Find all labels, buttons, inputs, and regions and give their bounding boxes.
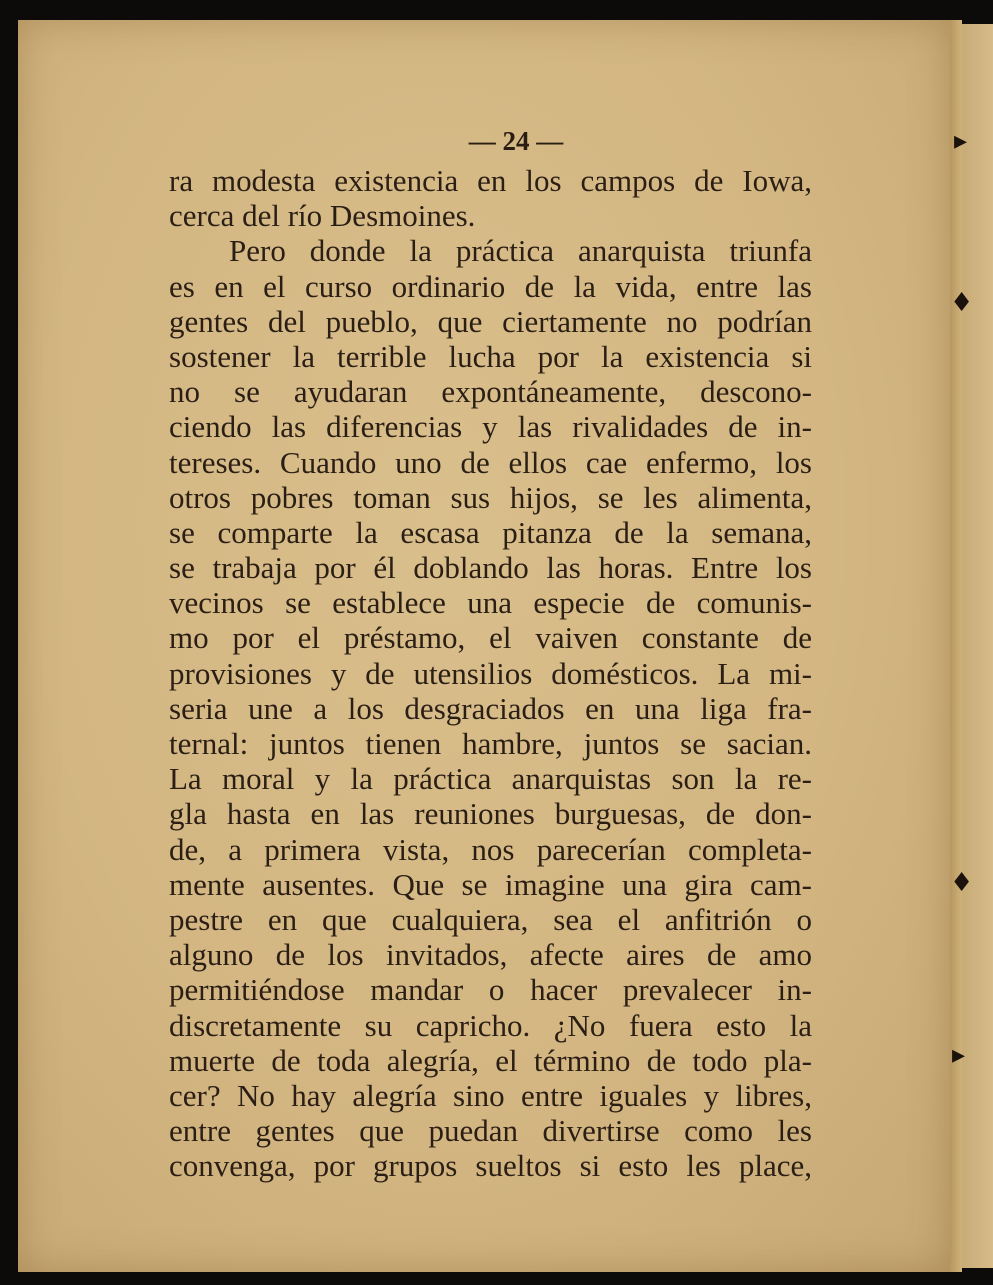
text-line: ternal: juntos tienen hambre, juntos se sacian. <box>169 726 812 761</box>
text-line: vecinos se establece una especie de comunis- <box>169 585 812 621</box>
text-line: discretamente su capricho. ¿No fuera esto la <box>169 1007 812 1043</box>
margin-mark: ▸ <box>954 126 968 156</box>
text-line: mente ausentes. Que se imagine una gira cam- <box>169 866 812 902</box>
text-line: es en el curso ordinario de la vida, entre las <box>169 268 812 304</box>
text-line: otros pobres toman sus hijos, se les alimenta, <box>169 479 812 515</box>
text-line: provisiones y de utensilios domésticos. La mi- <box>169 655 812 691</box>
text-line: permitiéndose mandar o hacer prevalecer in- <box>169 972 812 1008</box>
text-line: de, a primera vista, nos parecerían completa- <box>169 831 812 867</box>
text-line: cer? No hay alegría sino entre iguales y libres, <box>169 1077 812 1113</box>
text-line: Pero donde la práctica anarquista triunfa <box>229 233 812 269</box>
margin-mark: ♦ <box>950 868 974 898</box>
text-line: pestre en que cualquiera, sea el anfitrión o <box>169 901 812 937</box>
text-line: tereses. Cuando uno de ellos cae enfermo, los <box>169 444 812 480</box>
page-number: — 24 — <box>468 126 564 156</box>
text-line: se comparte la escasa pitanza de la semana, <box>169 514 812 550</box>
text-line: convenga, por grupos sueltos si esto les place, <box>169 1148 812 1184</box>
text-line: sostener la terrible lucha por la existencia si <box>169 338 812 374</box>
page-edge <box>950 20 962 1272</box>
text-line: alguno de los invitados, afecte aires de amo <box>169 937 812 973</box>
body-text <box>169 163 812 1183</box>
text-line: ra modesta existencia en los campos de Iowa, <box>169 163 812 198</box>
text-line: La moral y la práctica anarquistas son la re- <box>169 761 812 797</box>
text-line: se trabaja por él doblando las horas. Entre los <box>169 550 812 586</box>
text-line: mo por el préstamo, el vaiven constante de <box>169 620 812 656</box>
text-line: ciendo las diferencias y las rivalidades de in- <box>169 409 812 445</box>
margin-mark: ♦ <box>950 288 974 318</box>
text-line: cerca del río Desmoines. <box>169 198 476 234</box>
text-line: gla hasta en las reuniones burguesas, de don- <box>169 796 812 832</box>
margin-mark: ▸ <box>952 1040 966 1070</box>
text-line: gentes del pueblo, que ciertamente no podrían <box>169 303 812 339</box>
text-line: entre gentes que puedan divertirse como les <box>169 1113 812 1149</box>
text-line: seria une a los desgraciados en una liga fra- <box>169 690 812 726</box>
adjacent-page-margin <box>950 24 993 1268</box>
text-line: no se ayudaran expontáneamente, descono- <box>169 374 812 410</box>
text-line: muerte de toda alegría, el término de todo pla- <box>169 1042 812 1078</box>
